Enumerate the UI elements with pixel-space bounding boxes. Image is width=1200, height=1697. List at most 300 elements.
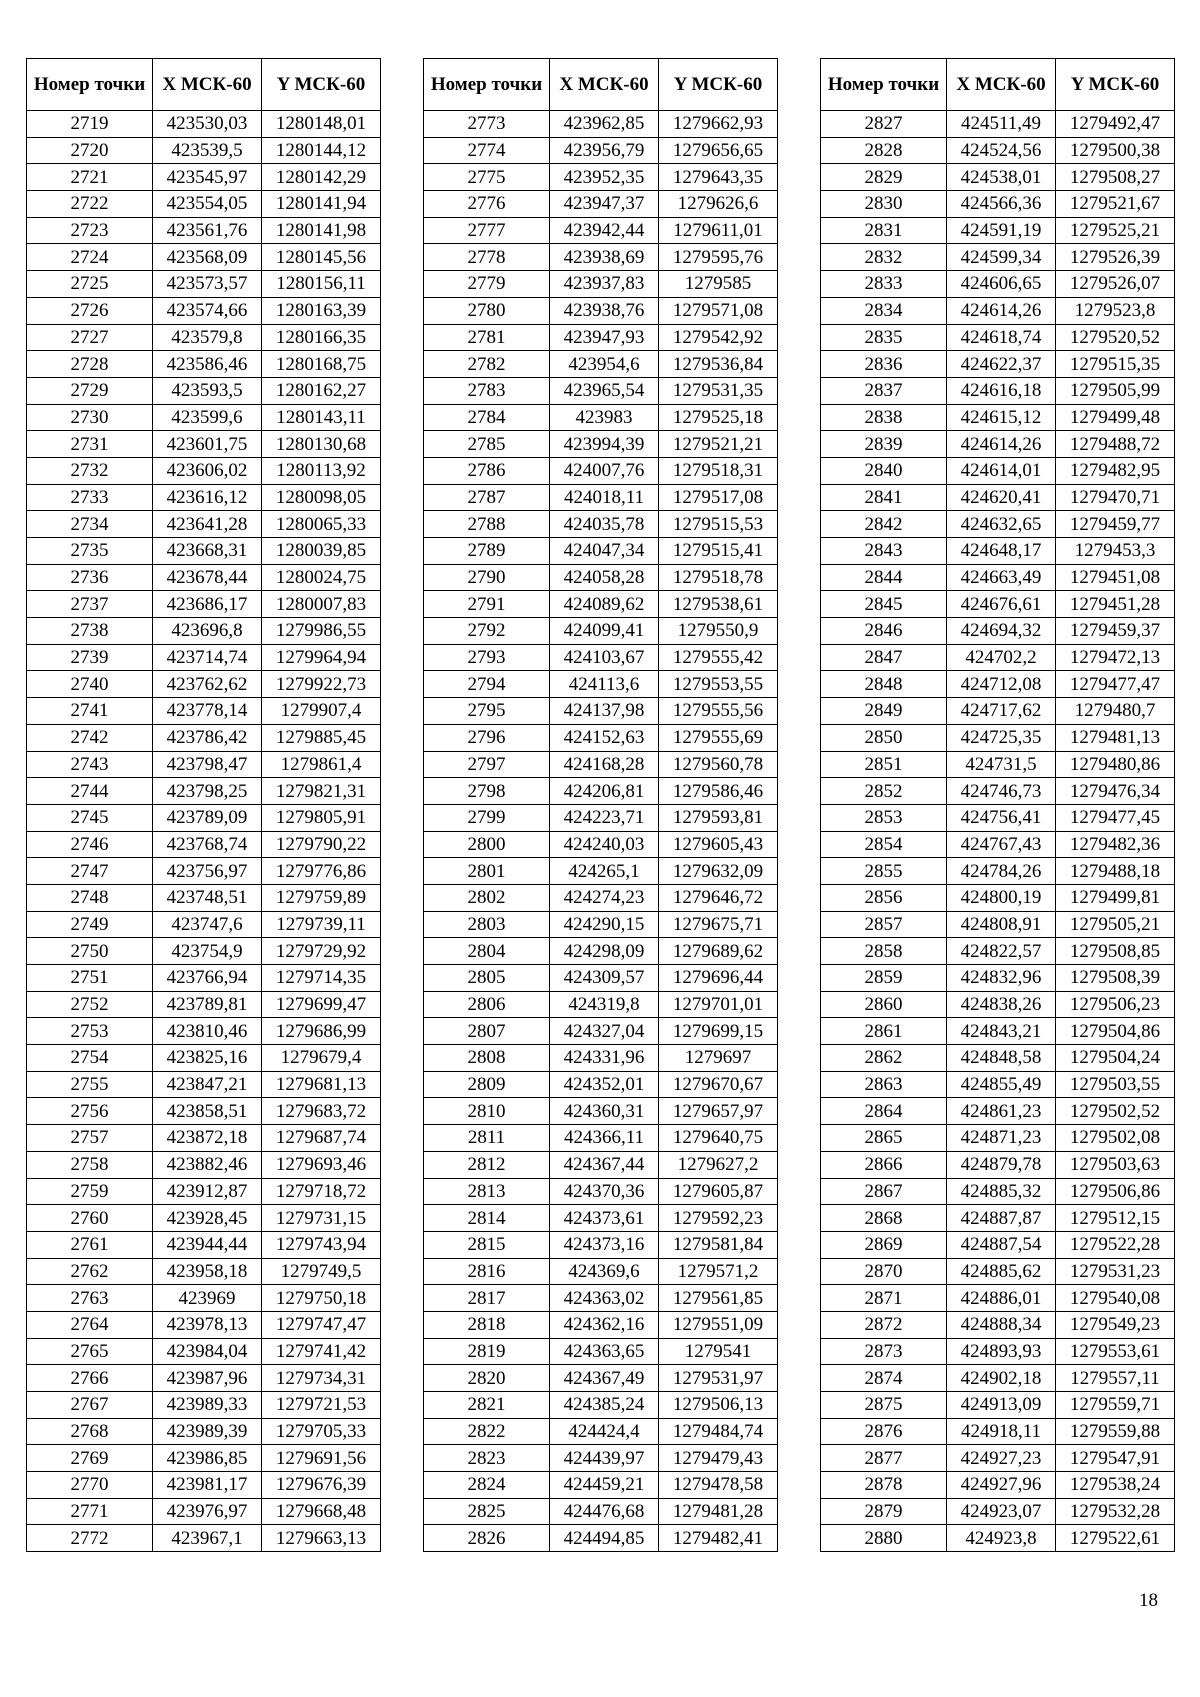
- header-point-number: Номер точки: [27, 59, 153, 111]
- point-number-cell: 2786: [424, 457, 550, 484]
- y-coordinate-cell: 1279821,31: [262, 778, 381, 805]
- point-number-cell: 2721: [27, 164, 153, 191]
- x-coordinate-cell: 424702,2: [947, 644, 1056, 671]
- point-number-cell: 2769: [27, 1445, 153, 1472]
- x-coordinate-cell: 424494,85: [550, 1525, 659, 1552]
- y-coordinate-cell: 1279632,09: [659, 858, 778, 885]
- point-number-cell: 2848: [821, 671, 947, 698]
- point-number-cell: 2868: [821, 1205, 947, 1232]
- table-row: [821, 1365, 1175, 1392]
- table-row: [27, 1178, 381, 1205]
- y-coordinate-cell: 1279571,2: [659, 1258, 778, 1285]
- table-row: [27, 618, 381, 645]
- y-coordinate-cell: 1279531,23: [1056, 1258, 1175, 1285]
- y-coordinate-cell: 1280141,94: [262, 191, 381, 218]
- x-coordinate-cell: 424622,37: [947, 351, 1056, 378]
- point-number-cell: 2851: [821, 751, 947, 778]
- point-number-cell: 2784: [424, 404, 550, 431]
- x-coordinate-cell: 423825,16: [153, 1045, 262, 1072]
- point-number-cell: 2876: [821, 1418, 947, 1445]
- point-number-cell: 2766: [27, 1365, 153, 1392]
- point-number-cell: 2736: [27, 564, 153, 591]
- y-coordinate-cell: 1279553,55: [659, 671, 778, 698]
- y-coordinate-cell: 1280007,83: [262, 591, 381, 618]
- point-number-cell: 2877: [821, 1445, 947, 1472]
- x-coordinate-cell: 423573,57: [153, 271, 262, 298]
- x-coordinate-cell: 423678,44: [153, 564, 262, 591]
- point-number-cell: 2744: [27, 778, 153, 805]
- point-number-cell: 2753: [27, 1018, 153, 1045]
- x-coordinate-cell: 424476,68: [550, 1498, 659, 1525]
- point-number-cell: 2832: [821, 244, 947, 271]
- table-row: [424, 751, 778, 778]
- table-row: [27, 1472, 381, 1499]
- table-row: [27, 591, 381, 618]
- x-coordinate-cell: 424152,63: [550, 724, 659, 751]
- x-coordinate-cell: 423978,13: [153, 1311, 262, 1338]
- point-number-cell: 2772: [27, 1525, 153, 1552]
- x-coordinate-cell: 424290,15: [550, 911, 659, 938]
- point-number-cell: 2856: [821, 884, 947, 911]
- point-number-cell: 2797: [424, 751, 550, 778]
- point-number-cell: 2866: [821, 1151, 947, 1178]
- x-coordinate-cell: 423976,97: [153, 1498, 262, 1525]
- y-coordinate-cell: 1279861,4: [262, 751, 381, 778]
- x-coordinate-cell: 424725,35: [947, 724, 1056, 751]
- point-number-cell: 2758: [27, 1151, 153, 1178]
- table-row: [424, 1311, 778, 1338]
- y-coordinate-cell: 1280148,01: [262, 111, 381, 138]
- table-row: [27, 778, 381, 805]
- table-row: [27, 1151, 381, 1178]
- x-coordinate-cell: 423756,97: [153, 858, 262, 885]
- point-number-cell: 2818: [424, 1311, 550, 1338]
- table-row: [821, 1178, 1175, 1205]
- x-coordinate-cell: 423714,74: [153, 644, 262, 671]
- point-number-cell: 2849: [821, 698, 947, 725]
- y-coordinate-cell: 1279693,46: [262, 1151, 381, 1178]
- y-coordinate-cell: 1279538,24: [1056, 1472, 1175, 1499]
- x-coordinate-cell: 423798,47: [153, 751, 262, 778]
- x-coordinate-cell: 424902,18: [947, 1365, 1056, 1392]
- y-coordinate-cell: 1279470,71: [1056, 484, 1175, 511]
- point-number-cell: 2780: [424, 297, 550, 324]
- table-row: [821, 377, 1175, 404]
- x-coordinate-cell: 424103,67: [550, 644, 659, 671]
- table-row: [821, 938, 1175, 965]
- point-number-cell: 2726: [27, 297, 153, 324]
- table-row: [424, 1071, 778, 1098]
- y-coordinate-cell: 1279697: [659, 1045, 778, 1072]
- x-coordinate-cell: 423956,79: [550, 137, 659, 164]
- table-row: [424, 1018, 778, 1045]
- y-coordinate-cell: 1279640,75: [659, 1125, 778, 1152]
- y-coordinate-cell: 1279508,85: [1056, 938, 1175, 965]
- table-row: [821, 324, 1175, 351]
- x-coordinate-cell: 423981,17: [153, 1472, 262, 1499]
- table-row: [27, 911, 381, 938]
- x-coordinate-cell: 423952,35: [550, 164, 659, 191]
- y-coordinate-cell: 1279679,4: [262, 1045, 381, 1072]
- table-row: [821, 671, 1175, 698]
- table-row: [27, 1125, 381, 1152]
- y-coordinate-cell: 1279743,94: [262, 1231, 381, 1258]
- table-row: [424, 1205, 778, 1232]
- x-coordinate-cell: 424047,34: [550, 538, 659, 565]
- x-coordinate-cell: 423545,97: [153, 164, 262, 191]
- table-row: [821, 191, 1175, 218]
- y-coordinate-cell: 1279488,18: [1056, 858, 1175, 885]
- y-coordinate-cell: 1279656,65: [659, 137, 778, 164]
- point-number-cell: 2862: [821, 1045, 947, 1072]
- point-number-cell: 2815: [424, 1231, 550, 1258]
- table-row: [424, 938, 778, 965]
- x-coordinate-cell: 423810,46: [153, 1018, 262, 1045]
- x-coordinate-cell: 424694,32: [947, 618, 1056, 645]
- x-coordinate-cell: 423983: [550, 404, 659, 431]
- point-number-cell: 2722: [27, 191, 153, 218]
- y-coordinate-cell: 1279472,13: [1056, 644, 1175, 671]
- table-row: [27, 404, 381, 431]
- point-number-cell: 2757: [27, 1125, 153, 1152]
- x-coordinate-cell: 424663,49: [947, 564, 1056, 591]
- x-coordinate-cell: 423882,46: [153, 1151, 262, 1178]
- x-coordinate-cell: 423947,37: [550, 191, 659, 218]
- y-coordinate-cell: 1279626,6: [659, 191, 778, 218]
- point-number-cell: 2751: [27, 965, 153, 992]
- y-coordinate-cell: 1279592,23: [659, 1205, 778, 1232]
- x-coordinate-cell: 424648,17: [947, 538, 1056, 565]
- y-coordinate-cell: 1279505,21: [1056, 911, 1175, 938]
- point-number-cell: 2804: [424, 938, 550, 965]
- x-coordinate-cell: 424918,11: [947, 1418, 1056, 1445]
- x-coordinate-cell: 424855,49: [947, 1071, 1056, 1098]
- table-row: [424, 1231, 778, 1258]
- table-row: [27, 724, 381, 751]
- x-coordinate-cell: 424363,02: [550, 1285, 659, 1312]
- table-row: [27, 1418, 381, 1445]
- table-row: [821, 644, 1175, 671]
- x-coordinate-cell: 424879,78: [947, 1151, 1056, 1178]
- y-coordinate-cell: 1280163,39: [262, 297, 381, 324]
- x-coordinate-cell: 424616,18: [947, 377, 1056, 404]
- y-coordinate-cell: 1279522,28: [1056, 1231, 1175, 1258]
- x-coordinate-cell: 424327,04: [550, 1018, 659, 1045]
- table-row: [821, 778, 1175, 805]
- table-row: [821, 724, 1175, 751]
- y-coordinate-cell: 1279525,21: [1056, 217, 1175, 244]
- table-row: [424, 191, 778, 218]
- point-number-cell: 2833: [821, 271, 947, 298]
- point-number-cell: 2803: [424, 911, 550, 938]
- coordinates-table-1: [26, 58, 381, 1552]
- table-row: [27, 1098, 381, 1125]
- point-number-cell: 2790: [424, 564, 550, 591]
- y-coordinate-cell: 1279521,67: [1056, 191, 1175, 218]
- point-number-cell: 2857: [821, 911, 947, 938]
- y-coordinate-cell: 1280098,05: [262, 484, 381, 511]
- x-coordinate-cell: 423987,96: [153, 1365, 262, 1392]
- table-row: [424, 1151, 778, 1178]
- x-coordinate-cell: 424620,41: [947, 484, 1056, 511]
- point-number-cell: 2869: [821, 1231, 947, 1258]
- y-coordinate-cell: 1279699,47: [262, 991, 381, 1018]
- table-row: [821, 1338, 1175, 1365]
- point-number-cell: 2735: [27, 538, 153, 565]
- table-row: [27, 1338, 381, 1365]
- x-coordinate-cell: 424362,16: [550, 1311, 659, 1338]
- x-coordinate-cell: 423989,33: [153, 1392, 262, 1419]
- x-coordinate-cell: 424800,19: [947, 884, 1056, 911]
- table-row: [27, 1311, 381, 1338]
- x-coordinate-cell: 423539,5: [153, 137, 262, 164]
- point-number-cell: 2732: [27, 457, 153, 484]
- point-number-cell: 2767: [27, 1392, 153, 1419]
- point-number-cell: 2792: [424, 618, 550, 645]
- x-coordinate-cell: 423994,39: [550, 431, 659, 458]
- x-coordinate-cell: 424007,76: [550, 457, 659, 484]
- y-coordinate-cell: 1279729,92: [262, 938, 381, 965]
- table-row: [424, 1285, 778, 1312]
- x-coordinate-cell: 423696,8: [153, 618, 262, 645]
- point-number-cell: 2728: [27, 351, 153, 378]
- x-coordinate-cell: 423847,21: [153, 1071, 262, 1098]
- table-row: [27, 884, 381, 911]
- table-row: [821, 1018, 1175, 1045]
- x-coordinate-cell: 423568,09: [153, 244, 262, 271]
- y-coordinate-cell: 1279646,72: [659, 884, 778, 911]
- table-row: [821, 484, 1175, 511]
- point-number-cell: 2793: [424, 644, 550, 671]
- table-row: [424, 911, 778, 938]
- table-row: [27, 244, 381, 271]
- table-row: [821, 217, 1175, 244]
- table-row: [27, 804, 381, 831]
- table-row: [424, 965, 778, 992]
- y-coordinate-cell: 1279499,81: [1056, 884, 1175, 911]
- y-coordinate-cell: 1279571,08: [659, 297, 778, 324]
- point-number-cell: 2871: [821, 1285, 947, 1312]
- table-row: [424, 431, 778, 458]
- y-coordinate-cell: 1279531,97: [659, 1365, 778, 1392]
- y-coordinate-cell: 1279504,86: [1056, 1018, 1175, 1045]
- table-row: [821, 618, 1175, 645]
- y-coordinate-cell: 1279559,71: [1056, 1392, 1175, 1419]
- point-number-cell: 2763: [27, 1285, 153, 1312]
- table-header-row: [424, 59, 778, 111]
- x-coordinate-cell: 423942,44: [550, 217, 659, 244]
- y-coordinate-cell: 1279668,48: [262, 1498, 381, 1525]
- table-row: [424, 111, 778, 138]
- point-number-cell: 2831: [821, 217, 947, 244]
- y-coordinate-cell: 1279515,41: [659, 538, 778, 565]
- y-coordinate-cell: 1279718,72: [262, 1178, 381, 1205]
- y-coordinate-cell: 1279542,92: [659, 324, 778, 351]
- table-row: [424, 1365, 778, 1392]
- y-coordinate-cell: 1279517,08: [659, 484, 778, 511]
- x-coordinate-cell: 423668,31: [153, 538, 262, 565]
- y-coordinate-cell: 1279481,28: [659, 1498, 778, 1525]
- y-coordinate-cell: 1279689,62: [659, 938, 778, 965]
- point-number-cell: 2787: [424, 484, 550, 511]
- table-row: [424, 644, 778, 671]
- point-number-cell: 2842: [821, 511, 947, 538]
- point-number-cell: 2802: [424, 884, 550, 911]
- point-number-cell: 2724: [27, 244, 153, 271]
- point-number-cell: 2826: [424, 1525, 550, 1552]
- table-row: [27, 1525, 381, 1552]
- table-row: [424, 1392, 778, 1419]
- y-coordinate-cell: 1279922,73: [262, 671, 381, 698]
- table-row: [27, 564, 381, 591]
- table-row: [424, 511, 778, 538]
- x-coordinate-cell: 424861,23: [947, 1098, 1056, 1125]
- x-coordinate-cell: 424524,56: [947, 137, 1056, 164]
- y-coordinate-cell: 1279611,01: [659, 217, 778, 244]
- point-number-cell: 2878: [821, 1472, 947, 1499]
- y-coordinate-cell: 1279476,34: [1056, 778, 1175, 805]
- y-coordinate-cell: 1279595,76: [659, 244, 778, 271]
- y-coordinate-cell: 1279536,84: [659, 351, 778, 378]
- x-coordinate-cell: 424369,6: [550, 1258, 659, 1285]
- x-coordinate-cell: 423912,87: [153, 1178, 262, 1205]
- point-number-cell: 2823: [424, 1445, 550, 1472]
- table-row: [821, 991, 1175, 1018]
- y-coordinate-cell: 1279675,71: [659, 911, 778, 938]
- y-coordinate-cell: 1279749,5: [262, 1258, 381, 1285]
- table-row: [27, 1045, 381, 1072]
- x-coordinate-cell: 424137,98: [550, 698, 659, 725]
- table-row: [821, 538, 1175, 565]
- y-coordinate-cell: 1280168,75: [262, 351, 381, 378]
- x-coordinate-cell: 424538,01: [947, 164, 1056, 191]
- y-coordinate-cell: 1279512,15: [1056, 1205, 1175, 1232]
- x-coordinate-cell: 424385,24: [550, 1392, 659, 1419]
- y-coordinate-cell: 1279521,21: [659, 431, 778, 458]
- y-coordinate-cell: 1279451,28: [1056, 591, 1175, 618]
- x-coordinate-cell: 424832,96: [947, 965, 1056, 992]
- point-number-cell: 2822: [424, 1418, 550, 1445]
- y-coordinate-cell: 1279586,46: [659, 778, 778, 805]
- header-point-number: Номер точки: [821, 59, 947, 111]
- x-coordinate-cell: 424099,41: [550, 618, 659, 645]
- point-number-cell: 2835: [821, 324, 947, 351]
- x-coordinate-cell: 424756,41: [947, 804, 1056, 831]
- x-coordinate-cell: 424838,26: [947, 991, 1056, 1018]
- table-row: [821, 751, 1175, 778]
- point-number-cell: 2828: [821, 137, 947, 164]
- x-coordinate-cell: 423754,9: [153, 938, 262, 965]
- table-row: [424, 804, 778, 831]
- x-coordinate-cell: 424731,5: [947, 751, 1056, 778]
- x-coordinate-cell: 424676,61: [947, 591, 1056, 618]
- point-number-cell: 2814: [424, 1205, 550, 1232]
- x-coordinate-cell: 423967,1: [153, 1525, 262, 1552]
- point-number-cell: 2779: [424, 271, 550, 298]
- y-coordinate-cell: 1279776,86: [262, 858, 381, 885]
- y-coordinate-cell: 1280113,92: [262, 457, 381, 484]
- point-number-cell: 2853: [821, 804, 947, 831]
- y-coordinate-cell: 1279699,15: [659, 1018, 778, 1045]
- y-coordinate-cell: 1280166,35: [262, 324, 381, 351]
- point-number-cell: 2808: [424, 1045, 550, 1072]
- x-coordinate-cell: 423686,17: [153, 591, 262, 618]
- x-coordinate-cell: 423599,6: [153, 404, 262, 431]
- x-coordinate-cell: 424309,57: [550, 965, 659, 992]
- x-coordinate-cell: 424717,62: [947, 698, 1056, 725]
- y-coordinate-cell: 1279541: [659, 1338, 778, 1365]
- table-row: [27, 164, 381, 191]
- table-row: [424, 831, 778, 858]
- y-coordinate-cell: 1279518,78: [659, 564, 778, 591]
- y-coordinate-cell: 1279555,56: [659, 698, 778, 725]
- x-coordinate-cell: 424888,34: [947, 1311, 1056, 1338]
- x-coordinate-cell: 424808,91: [947, 911, 1056, 938]
- point-number-cell: 2855: [821, 858, 947, 885]
- point-number-cell: 2865: [821, 1125, 947, 1152]
- y-coordinate-cell: 1279503,63: [1056, 1151, 1175, 1178]
- table-row: [821, 1418, 1175, 1445]
- page-number: 18: [1139, 1590, 1158, 1611]
- y-coordinate-cell: 1280142,29: [262, 164, 381, 191]
- y-coordinate-cell: 1279686,99: [262, 1018, 381, 1045]
- y-coordinate-cell: 1279532,28: [1056, 1498, 1175, 1525]
- point-number-cell: 2796: [424, 724, 550, 751]
- point-number-cell: 2788: [424, 511, 550, 538]
- point-number-cell: 2807: [424, 1018, 550, 1045]
- x-coordinate-cell: 423954,6: [550, 351, 659, 378]
- x-coordinate-cell: 424913,09: [947, 1392, 1056, 1419]
- y-coordinate-cell: 1279559,88: [1056, 1418, 1175, 1445]
- y-coordinate-cell: 1280143,11: [262, 404, 381, 431]
- y-coordinate-cell: 1280156,11: [262, 271, 381, 298]
- point-number-cell: 2760: [27, 1205, 153, 1232]
- point-number-cell: 2873: [821, 1338, 947, 1365]
- y-coordinate-cell: 1279506,13: [659, 1392, 778, 1419]
- table-row: [821, 1231, 1175, 1258]
- x-coordinate-cell: 423965,54: [550, 377, 659, 404]
- table-row: [424, 271, 778, 298]
- point-number-cell: 2748: [27, 884, 153, 911]
- point-number-cell: 2830: [821, 191, 947, 218]
- y-coordinate-cell: 1279701,01: [659, 991, 778, 1018]
- y-coordinate-cell: 1279518,31: [659, 457, 778, 484]
- y-coordinate-cell: 1279482,41: [659, 1525, 778, 1552]
- point-number-cell: 2817: [424, 1285, 550, 1312]
- y-coordinate-cell: 1279451,08: [1056, 564, 1175, 591]
- y-coordinate-cell: 1279504,24: [1056, 1045, 1175, 1072]
- x-coordinate-cell: 424367,44: [550, 1151, 659, 1178]
- table-row: [27, 457, 381, 484]
- x-coordinate-cell: 423944,44: [153, 1231, 262, 1258]
- x-coordinate-cell: 424871,23: [947, 1125, 1056, 1152]
- header-x-coordinate: X МСК-60: [550, 59, 659, 111]
- x-coordinate-cell: 423962,85: [550, 111, 659, 138]
- table-row: [27, 1498, 381, 1525]
- y-coordinate-cell: 1279747,47: [262, 1311, 381, 1338]
- header-x-coordinate: X МСК-60: [153, 59, 262, 111]
- x-coordinate-cell: 424319,8: [550, 991, 659, 1018]
- y-coordinate-cell: 1279551,09: [659, 1311, 778, 1338]
- x-coordinate-cell: 423561,76: [153, 217, 262, 244]
- y-coordinate-cell: 1280130,68: [262, 431, 381, 458]
- point-number-cell: 2739: [27, 644, 153, 671]
- y-coordinate-cell: 1280145,56: [262, 244, 381, 271]
- point-number-cell: 2775: [424, 164, 550, 191]
- point-number-cell: 2821: [424, 1392, 550, 1419]
- x-coordinate-cell: 424360,31: [550, 1098, 659, 1125]
- x-coordinate-cell: 423986,85: [153, 1445, 262, 1472]
